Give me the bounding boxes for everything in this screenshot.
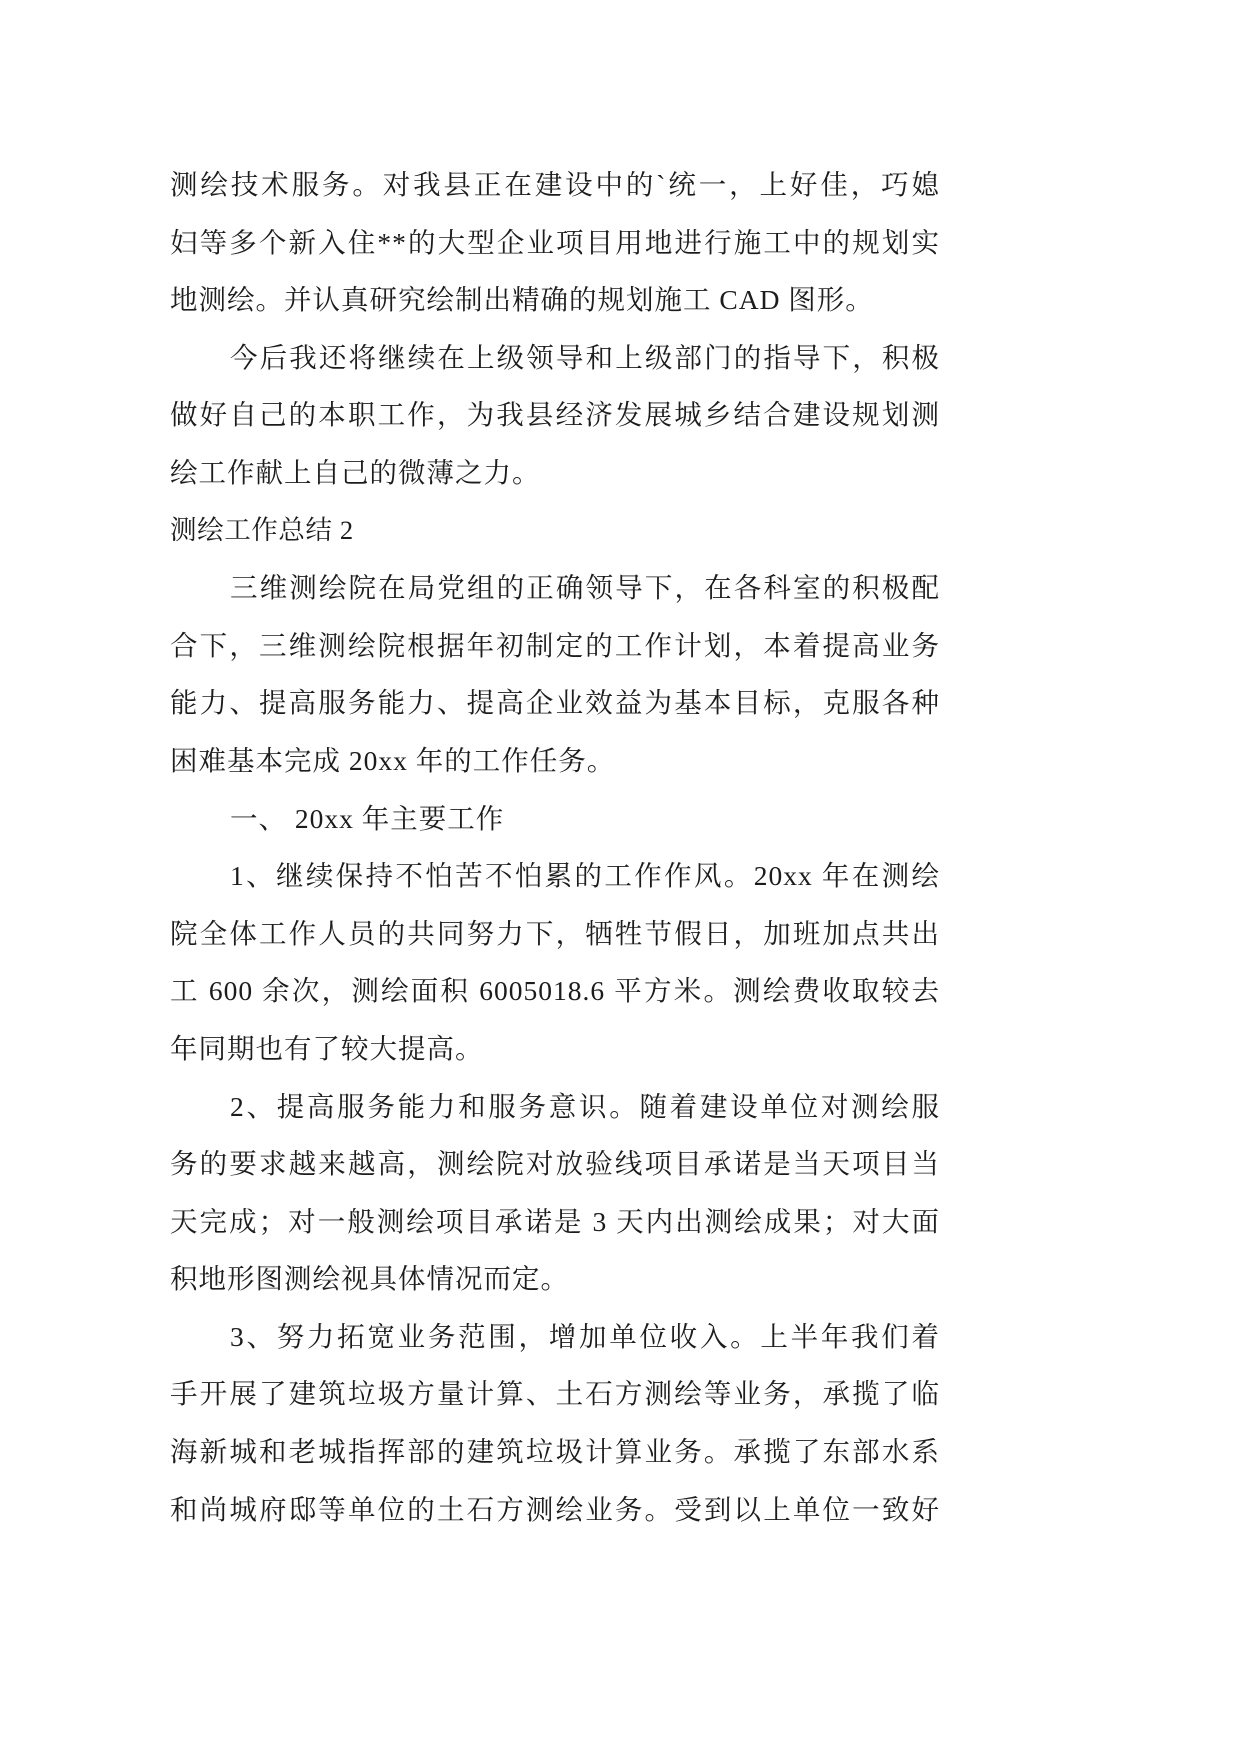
paragraph-line: 绘工作献上自己的微薄之力。: [170, 456, 541, 488]
list-item-3: [170, 1308, 940, 1538]
paragraph-line: 困难基本完成 20xx 年的工作任务。: [170, 744, 616, 776]
list-item-1: [170, 847, 940, 1077]
section-title: 测绘工作总结 2: [170, 514, 354, 545]
closing-paragraph: [170, 329, 940, 502]
paragraph-line: 积地形图测绘视具体情况而定。: [170, 1263, 569, 1295]
paragraph-line: 能力、提高服务能力、提高企业效益为基本目标，克服各种: [170, 687, 940, 719]
paragraph-line: 三维测绘院在局党组的正确领导下，在各科室的积极配: [230, 572, 940, 604]
subheading: 一、 20xx 年主要工作: [230, 802, 505, 834]
paragraph-line: 测绘技术服务。对我县正在建设中的`统一，上好佳，巧媳: [170, 169, 940, 200]
paragraph-line: 手开展了建筑垃圾方量计算、土石方测绘等业务，承揽了临: [170, 1378, 940, 1410]
paragraph-line: 工 600 余次，测绘面积 6005018.6 平方米。测绘费收取较去: [170, 975, 940, 1007]
paragraph-line: 做好自己的本职工作，为我县经济发展城乡结合建设规划测: [170, 399, 940, 431]
paragraph-line: 年同期也有了较大提高。: [170, 1032, 484, 1064]
paragraph-line: 地测绘。并认真研究绘制出精确的规划施工 CAD 图形。: [170, 284, 874, 316]
paragraph-line: 海新城和老城指挥部的建筑垃圾计算业务。承揽了东部水系: [170, 1436, 940, 1468]
paragraph-line: 务的要求越来越高，测绘院对放验线项目承诺是当天项目当: [170, 1148, 940, 1180]
paragraph-line: 妇等多个新入住**的大型企业项目用地进行施工中的规划实: [170, 226, 940, 258]
document-body: [170, 156, 940, 1538]
paragraph-line: 今后我还将继续在上级领导和上级部门的指导下，积极: [230, 341, 940, 373]
paragraph-line: 合下，三维测绘院根据年初制定的工作计划，本着提高业务: [170, 629, 940, 661]
paragraph-line: 2、提高服务能力和服务意识。随着建设单位对测绘服: [230, 1090, 940, 1122]
paragraph-line: 3、努力拓宽业务范围，增加单位收入。上半年我们着: [230, 1320, 940, 1352]
paragraph-line: 和尚城府邸等单位的土石方测绘业务。受到以上单位一致好: [170, 1493, 940, 1525]
paragraph-line: 院全体工作人员的共同努力下，牺牲节假日，加班加点共出: [170, 917, 940, 949]
list-item-2: [170, 1078, 940, 1308]
paragraph-line: 1、继续保持不怕苦不怕累的工作作风。20xx 年在测绘: [230, 860, 940, 892]
continued-paragraph: [170, 156, 940, 329]
intro-paragraph: [170, 559, 940, 789]
paragraph-line: 天完成；对一般测绘项目承诺是 3 天内出测绘成果；对大面: [170, 1205, 940, 1237]
